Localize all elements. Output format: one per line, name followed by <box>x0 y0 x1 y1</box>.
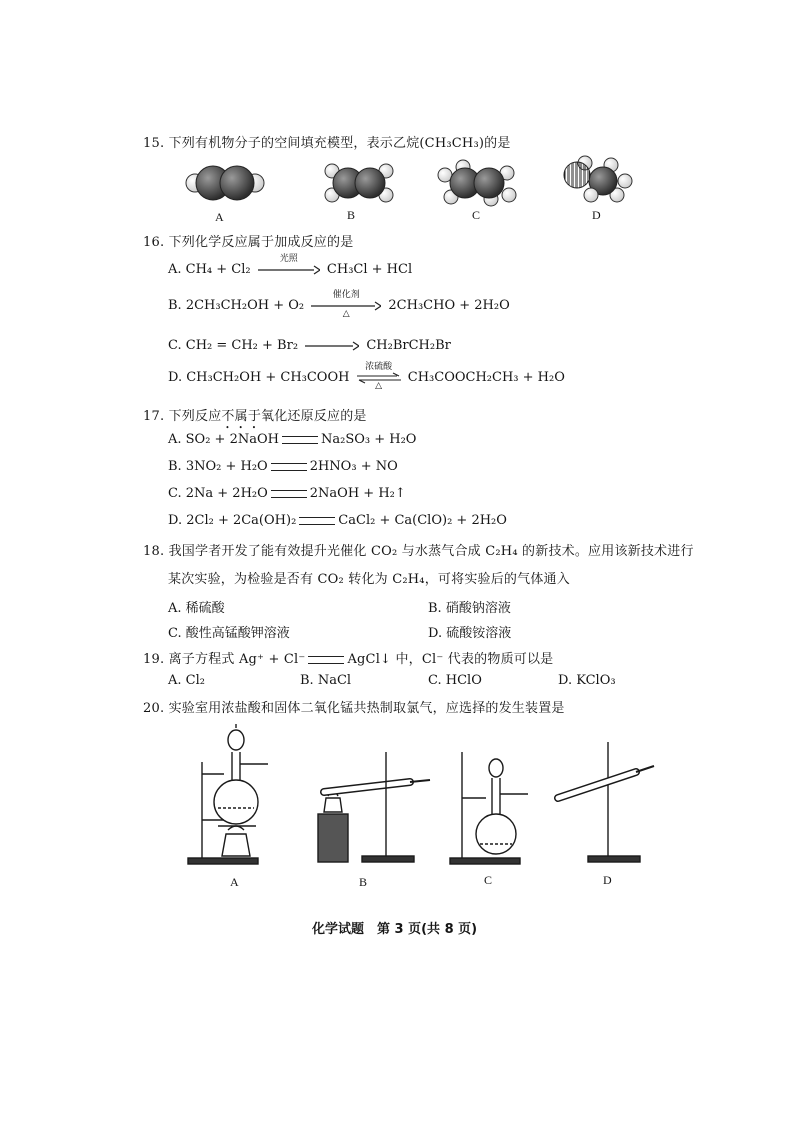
q17-option-d[interactable] <box>168 513 507 528</box>
q16-b-left: B. 2CH₃CH₂OH + O₂ <box>168 298 305 313</box>
q17-stem-emphasis: 不属于 <box>221 409 262 424</box>
q16-a-left: A. CH₄ + Cl₂ <box>168 262 251 277</box>
q15-label-d: D <box>592 208 601 222</box>
q18-option-a[interactable]: A. 稀硫酸 <box>168 601 225 616</box>
q16-d-arrow <box>357 361 401 391</box>
q18-stem-line2: 某次实验，为检验是否有 CO₂ 转化为 C₂H₄，可将实验后的气体通入 <box>168 572 570 587</box>
q19-stem-post: AgCl↓ 中，Cl⁻ 代表的物质可以是 <box>347 652 554 667</box>
q17-a-left: A. SO₂ + 2NaOH <box>168 432 279 447</box>
q16-b-cond: 催化剂 <box>332 289 360 300</box>
apparatus-c-icon <box>450 752 528 864</box>
q16-a-right: CH₃Cl + HCl <box>326 262 413 277</box>
q17-option-a[interactable] <box>168 432 416 447</box>
apparatus-a-icon <box>188 724 268 864</box>
q16-option-b[interactable] <box>168 289 510 319</box>
q16-stem: 16. 下列化学反应属于加成反应的是 <box>143 235 354 250</box>
q16-c-right: CH₂BrCH₂Br <box>366 338 451 353</box>
equals-icon <box>271 490 307 498</box>
q15-label-a: A <box>215 210 224 224</box>
q15-stem: 15. 下列有机物分子的空间填充模型，表示乙烷(CH₃CH₃)的是 <box>143 136 511 151</box>
model-d-icon <box>564 156 632 202</box>
equals-icon <box>308 656 344 664</box>
q17-option-b[interactable] <box>168 459 398 474</box>
q16-d-heat: △ <box>375 380 383 391</box>
q16-option-c[interactable] <box>168 338 451 353</box>
q17-stem-post: 氧化还原反应的是 <box>261 409 367 424</box>
q16-d-left: D. CH₃CH₂OH + CH₃COOH <box>168 370 350 385</box>
q17-b-left: B. 3NO₂ + H₂O <box>168 459 268 474</box>
q17-stem-pre: 17. 下列反应 <box>143 409 222 424</box>
q16-d-cond: 浓硫酸 <box>365 361 393 372</box>
model-c-icon <box>438 160 516 206</box>
q20-label-d: D <box>603 873 612 887</box>
q16-c-left: C. CH₂ = CH₂ + Br₂ <box>168 338 299 353</box>
q16-b-heat: △ <box>342 308 350 319</box>
equals-icon <box>299 517 335 525</box>
q17-c-right: 2NaOH + H₂↑ <box>309 486 406 501</box>
q16-a-cond: 光照 <box>279 253 298 264</box>
page-footer: 化学试题 第 3 页(共 8 页) <box>312 922 478 937</box>
equals-icon <box>282 436 318 444</box>
q17-d-left: D. 2Cl₂ + 2Ca(OH)₂ <box>168 513 297 528</box>
equals-icon <box>271 463 307 471</box>
q16-b-right: 2CH₃CHO + 2H₂O <box>388 298 510 313</box>
q17-b-right: 2HNO₃ + NO <box>309 459 398 474</box>
q15-models <box>175 155 655 215</box>
q16-option-d[interactable] <box>168 361 565 391</box>
q19-stem-pre: 19. 离子方程式 Ag⁺ + Cl⁻ <box>143 652 306 667</box>
q17-option-c[interactable] <box>168 486 406 501</box>
q20-label-b: B <box>359 875 368 889</box>
q15-label-c: C <box>472 208 481 222</box>
q18-stem-line1: 18. 我国学者开发了能有效提升光催化 CO₂ 与水蒸气合成 C₂H₄ 的新技术。应用该新技术进行 <box>143 544 694 559</box>
q20-stem: 20. 实验室用浓盐酸和固体二氧化锰共热制取氯气，应选择的发生装置是 <box>143 701 565 716</box>
arrow-icon <box>258 264 320 276</box>
q16-b-arrow <box>311 289 381 319</box>
apparatus-b-icon <box>318 752 430 862</box>
model-a-icon <box>186 166 264 200</box>
q17-a-right: Na₂SO₃ + H₂O <box>320 432 417 447</box>
q18-option-c[interactable]: C. 酸性高锰酸钾溶液 <box>168 626 290 641</box>
q16-option-a[interactable] <box>168 253 413 277</box>
q20-label-a: A <box>230 875 239 889</box>
q19-option-a[interactable]: A. Cl₂ <box>168 673 205 688</box>
q17-c-left: C. 2Na + 2H₂O <box>168 486 268 501</box>
q20-label-c: C <box>484 873 493 887</box>
q16-d-right: CH₃COOCH₂CH₃ + H₂O <box>407 370 565 385</box>
q19-option-c[interactable]: C. HClO <box>428 673 482 688</box>
q17-d-right: CaCl₂ + Ca(ClO)₂ + 2H₂O <box>338 513 507 528</box>
q19-option-d[interactable]: D. KClO₃ <box>558 673 616 688</box>
q20-apparatus <box>180 722 660 872</box>
q15-label-b: B <box>347 208 356 222</box>
q16-c-arrow <box>305 340 359 352</box>
q18-option-d[interactable]: D. 硫酸铵溶液 <box>428 626 512 641</box>
q19-option-b[interactable]: B. NaCl <box>300 673 352 688</box>
q16-a-arrow <box>258 253 320 276</box>
model-b-icon <box>325 164 393 202</box>
q17-stem <box>143 405 367 432</box>
apparatus-d-icon <box>558 742 654 862</box>
q18-option-b[interactable]: B. 硝酸钠溶液 <box>428 601 511 616</box>
q19-stem <box>143 648 553 667</box>
arrow-icon <box>305 340 359 352</box>
